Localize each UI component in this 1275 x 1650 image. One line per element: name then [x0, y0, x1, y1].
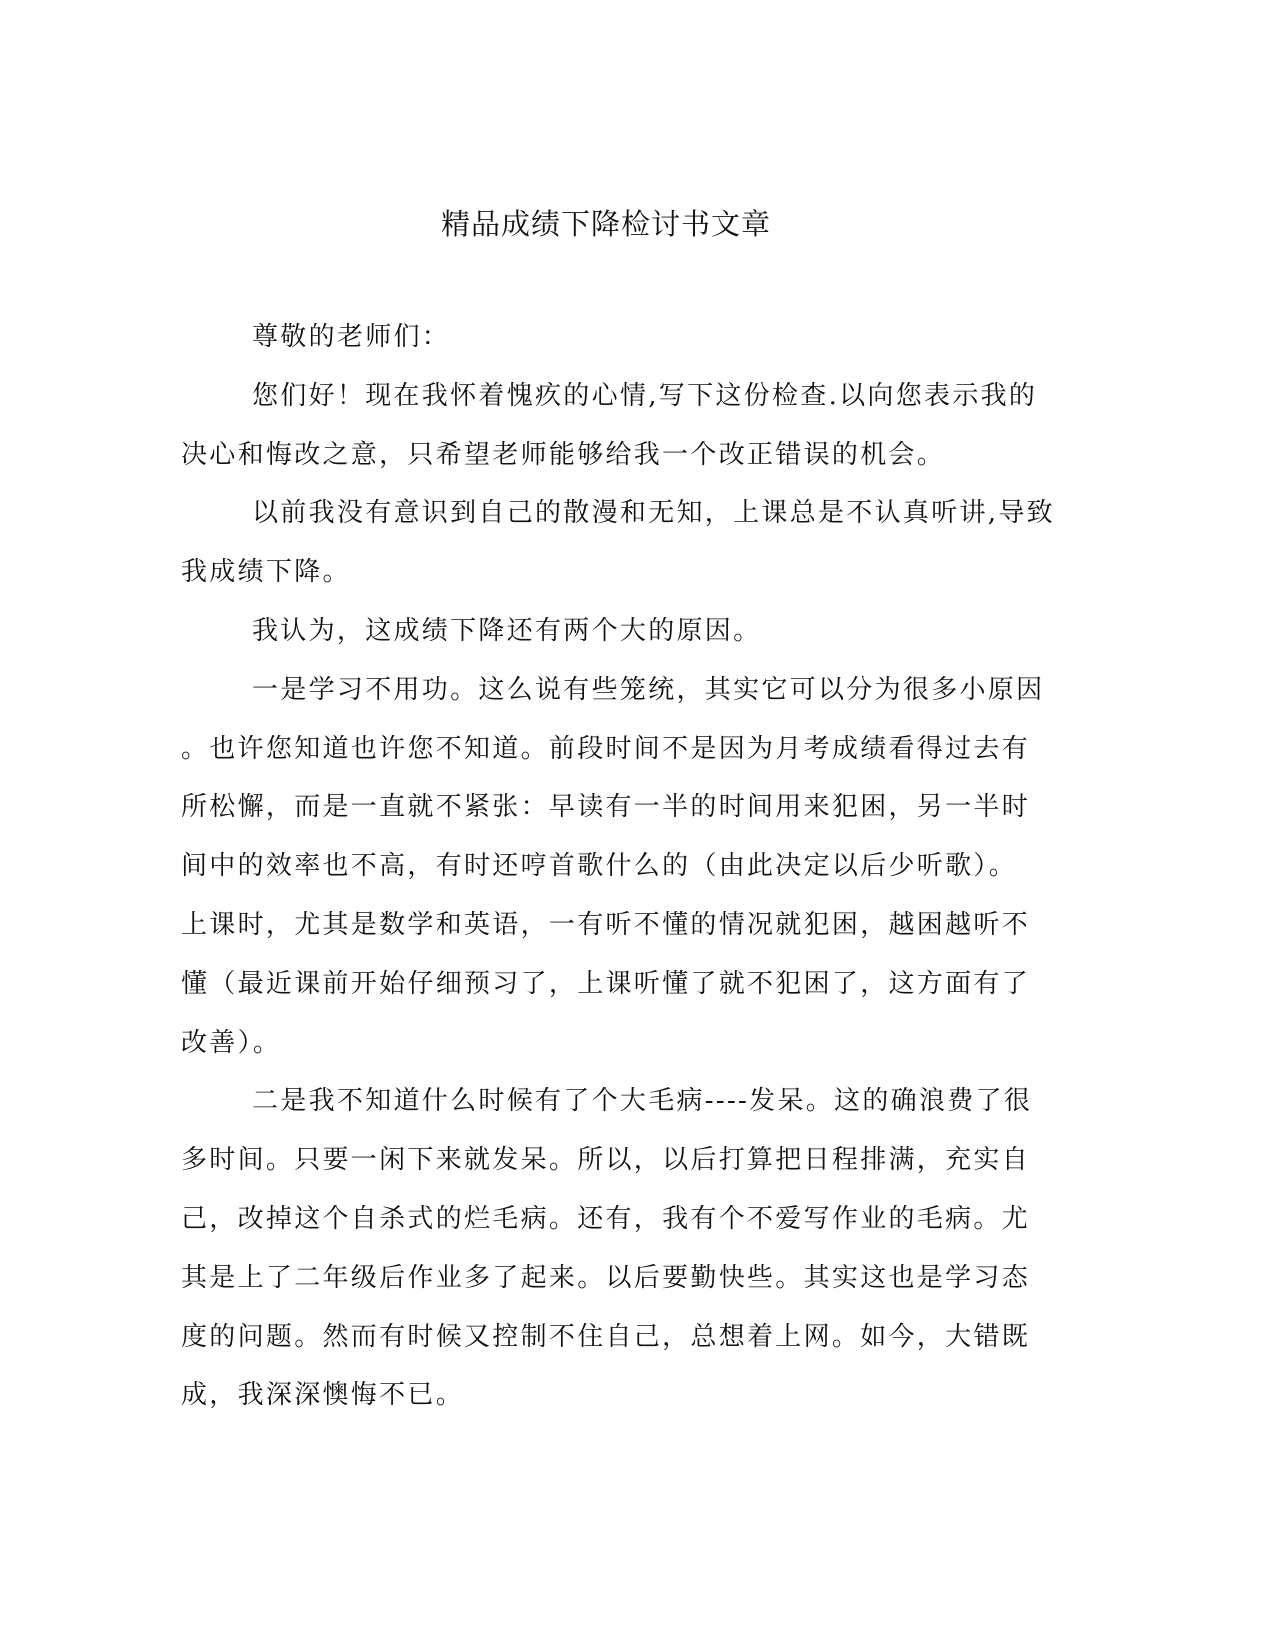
- text-line: 以前我没有意识到自己的散漫和无知，上课总是不认真听讲,导致: [252, 498, 1055, 529]
- text-line: 我成绩下降。: [181, 557, 351, 588]
- text-line: 您们好！现在我怀着愧疚的心情,写下这份检查.以向您表示我的: [252, 380, 1038, 411]
- text-line: 其是上了二年级后作业多了起来。以后要勤快些。其实这也是学习态: [181, 1262, 1031, 1293]
- text-line: 。也许您知道也许您不知道。前段时间不是因为月考成绩看得过去有: [181, 733, 1031, 764]
- text-line: 二是我不知道什么时候有了个大毛病----发呆。这的确浪费了很: [252, 1086, 1033, 1117]
- text-line: 所松懈，而是一直就不紧张：早读有一半的时间用来犯困，另一半时: [181, 792, 1031, 823]
- text-line: 己，改掉这个自杀式的烂毛病。还有，我有个不爱写作业的毛病。尤: [181, 1204, 1031, 1234]
- text-line: 上课时，尤其是数学和英语，一有听不懂的情况就犯困，越困越听不: [181, 910, 1031, 940]
- text-line: 度的问题。然而有时候又控制不住自己，总想着上网。如今，大错既: [181, 1321, 1031, 1352]
- text-line: 懂（最近课前开始仔细预习了，上课听懂了就不犯困了，这方面有了: [181, 968, 1031, 999]
- document-title: 精品成绩下降检讨书文章: [440, 207, 771, 241]
- text-line: 我认为，这成绩下降还有两个大的原因。: [252, 616, 762, 646]
- text-line: 尊敬的老师们：: [252, 322, 451, 352]
- text-line: 间中的效率也不高，有时还哼首歌什么的（由此决定以后少听歌）。: [181, 851, 1018, 882]
- text-line: 改善）。: [181, 1027, 282, 1058]
- text-line: 一是学习不用功。这么说有些笼统，其实它可以分为很多小原因: [252, 674, 1045, 705]
- text-line: 成，我深深懊悔不已。: [181, 1380, 465, 1411]
- text-line: 多时间。只要一闲下来就发呆。所以，以后打算把日程排满，充实自: [181, 1145, 1031, 1176]
- text-line: 决心和悔改之意，只希望老师能够给我一个改正错误的机会。: [181, 439, 946, 470]
